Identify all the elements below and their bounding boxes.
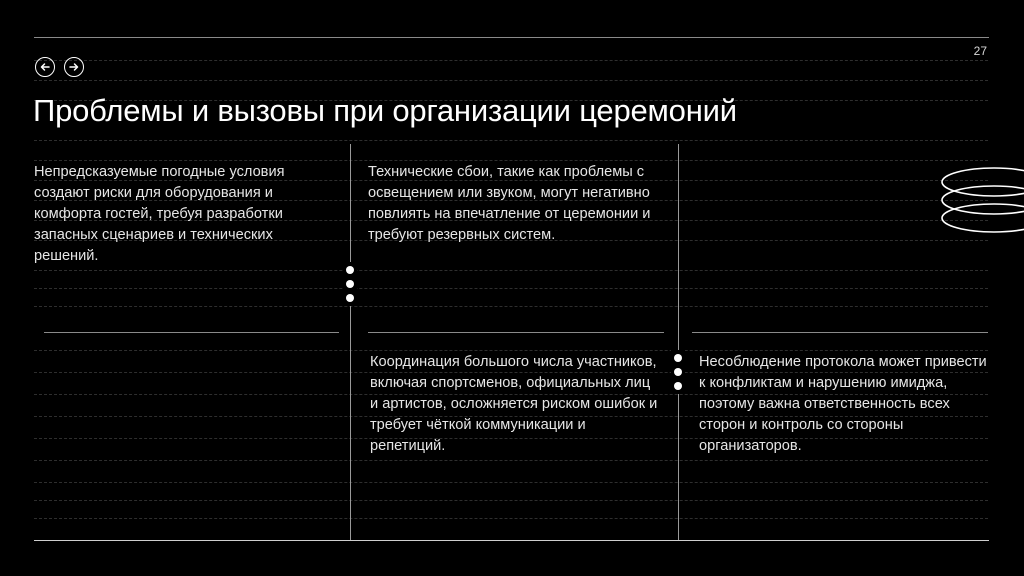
arrow-right-icon <box>68 61 80 73</box>
middle-rule-left <box>44 332 339 333</box>
column-divider-left <box>350 144 351 540</box>
card-protocol-text: Несоблюдение протокола может привести к конфликтам и нарушению имиджа, поэтому важна ответственность всех сторон и контроль со стороны организаторов. <box>699 354 987 454</box>
middle-rule-center <box>368 332 664 333</box>
bullet-dot <box>674 368 682 376</box>
bottom-rule <box>34 540 989 541</box>
bullet-dots-left <box>343 262 357 306</box>
bullet-dots-right <box>671 350 685 394</box>
arrow-left-icon <box>39 61 51 73</box>
rings-decoration-icon <box>936 160 1024 250</box>
bullet-dot <box>674 382 682 390</box>
card-technical-text: Технические сбои, такие как проблемы с освещением или звуком, могут негативно повлиять на впечатление от церемонии и требуют резервных систем. <box>368 164 651 243</box>
forward-button[interactable] <box>64 57 84 77</box>
middle-rule-right <box>692 332 988 333</box>
back-button[interactable] <box>35 57 55 77</box>
card-coordination-text: Координация большого числа участников, включая спортсменов, официальных лиц и артистов, осложняется риском ошибок и требует чёткой коммуникации и репетиций. <box>370 354 658 454</box>
page-number: 27 <box>973 44 987 58</box>
slide-title: Проблемы и вызовы при организации церемоний <box>33 93 737 128</box>
bullet-dot <box>346 280 354 288</box>
top-rule <box>34 37 989 38</box>
bullet-dot <box>674 354 682 362</box>
bullet-dot <box>346 294 354 302</box>
bullet-dot <box>346 266 354 274</box>
card-weather-text: Непредсказуемые погодные условия создают риски для оборудования и комфорта гостей, требуя разработки запасных сценариев и технических решений. <box>34 164 285 264</box>
column-divider-right <box>678 144 679 540</box>
